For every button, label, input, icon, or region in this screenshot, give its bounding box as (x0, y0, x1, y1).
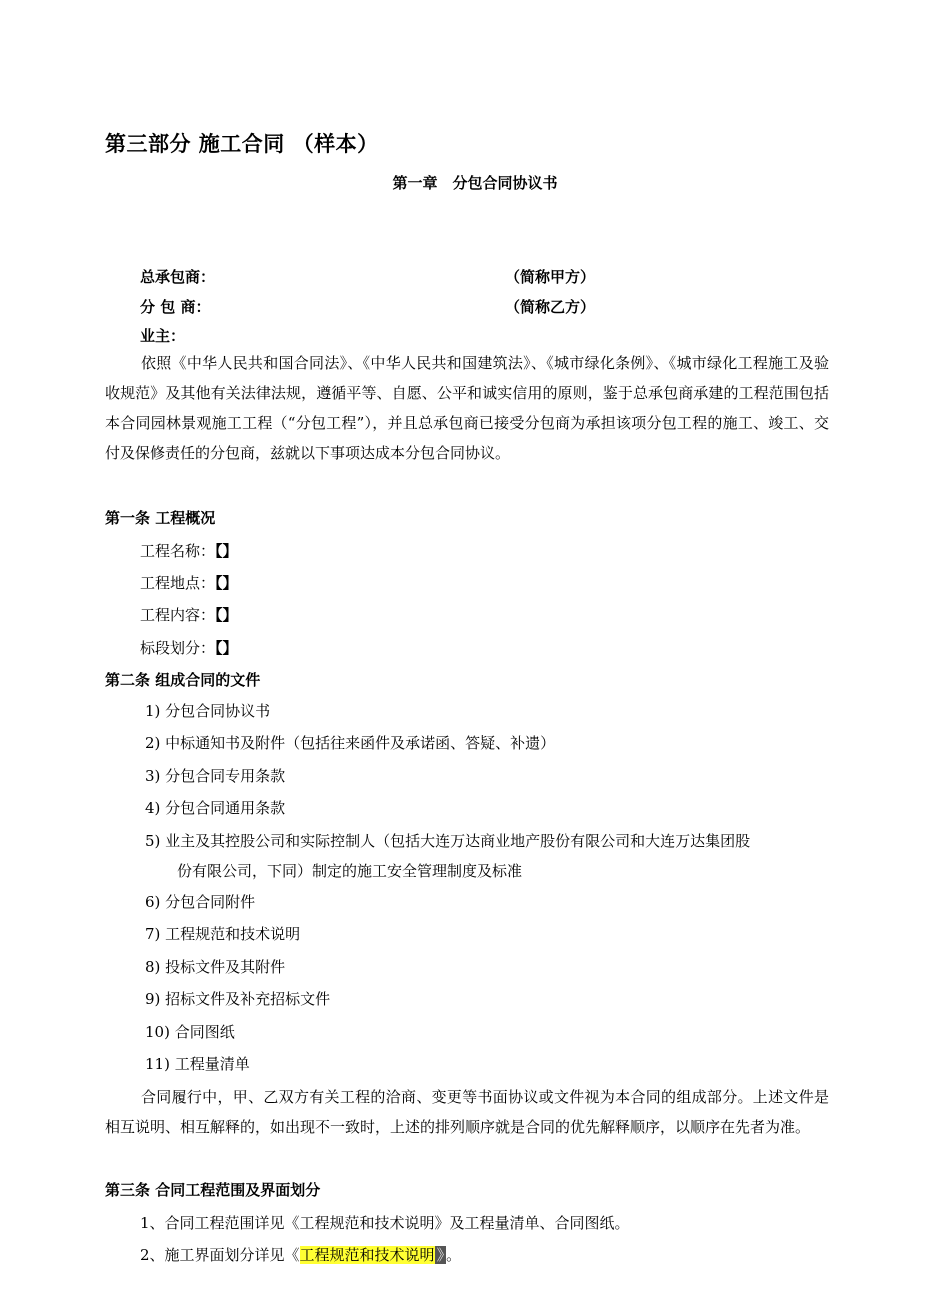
field-section-division (140, 637, 238, 658)
article3-line1: 1、合同工程范围详见《工程规范和技术说明》及工程量清单、合同图纸。 (140, 1214, 630, 1232)
field-value: 【】 (215, 542, 238, 560)
field-label: 标段划分： (140, 639, 216, 657)
list-item: 1) 分包合同协议书 (145, 702, 271, 720)
list-item-multiline (145, 826, 835, 886)
chapter-heading: 第一章 分包合同协议书 (392, 174, 558, 192)
contractor-label: 总承包商： (140, 268, 216, 286)
list-item-text: 5) 业主及其控股公司和实际控制人（包括大连万达商业地产股份有限公司和大连万达集团股 (145, 832, 751, 850)
list-item: 10) 合同图纸 (145, 1023, 235, 1041)
article1-heading: 第一条 工程概况 (105, 509, 216, 527)
field-label: 工程内容： (140, 606, 216, 624)
list-item: 7) 工程规范和技术说明 (145, 925, 301, 943)
article3-line2 (140, 1244, 461, 1265)
list-item-continuation: 份有限公司，下同）制定的施工安全管理制度及标准 (177, 862, 523, 880)
line2-prefix: 2、施工界面划分详见《 (140, 1246, 300, 1264)
article3-heading: 第三条 合同工程范围及界面划分 (105, 1181, 321, 1199)
line2-suffix: 。 (446, 1246, 462, 1264)
highlighted-reference: 工程规范和技术说明 (299, 1246, 435, 1264)
list-item: 9) 招标文件及补充招标文件 (145, 990, 331, 1008)
article2-closing-paragraph: 合同履行中，甲、乙双方有关工程的洽商、变更等书面协议或文件视为本合同的组成部分。上述文件是相互说明、相互解释的，如出现不一致时，上述的排列顺序就是合同的优先解释顺序，以顺序在先者为准。 (105, 1088, 829, 1136)
list-item: 4) 分包合同通用条款 (145, 799, 286, 817)
owner-label: 业主： (140, 327, 186, 345)
field-project-location (140, 572, 238, 593)
field-label: 工程名称： (140, 542, 216, 560)
article2-heading: 第二条 组成合同的文件 (105, 671, 261, 689)
list-item: 2) 中标通知书及附件（包括往来函件及承诺函、答疑、补遗） (145, 734, 556, 752)
field-project-content (140, 604, 238, 625)
list-item: 11) 工程量清单 (145, 1055, 250, 1073)
intro-paragraph: 依照《中华人民共和国合同法》、《中华人民共和国建筑法》、《城市绿化条例》、《城市绿化工程施工及验收规范》及其他有关法律法规，遵循平等、自愿、公平和诚实信用的原则，鉴于总承包商承建的工程范围包括本合同园林景观施工工程（“分包工程”），并且总承包商已接受分包商为承担该项分包工程的施工、竣工、交付及保修责任的分包商，兹就以下事项达成本分包合同协议。 (105, 354, 829, 462)
field-label: 工程地点： (140, 574, 216, 592)
document-title: 第三部分 施工合同 （样本） (105, 132, 379, 156)
contractor-note: （简称甲方） (505, 268, 596, 286)
list-item: 6) 分包合同附件 (145, 893, 256, 911)
field-value: 【】 (215, 606, 238, 624)
field-value: 【】 (215, 574, 238, 592)
field-value: 【】 (215, 639, 238, 657)
list-item: 8) 投标文件及其附件 (145, 958, 286, 976)
subcontractor-label: 分 包 商： (140, 298, 211, 316)
subcontractor-note: （简称乙方） (505, 298, 596, 316)
list-item: 3) 分包合同专用条款 (145, 767, 286, 785)
selected-bracket: 》 (436, 1246, 445, 1264)
field-project-name (140, 540, 238, 561)
